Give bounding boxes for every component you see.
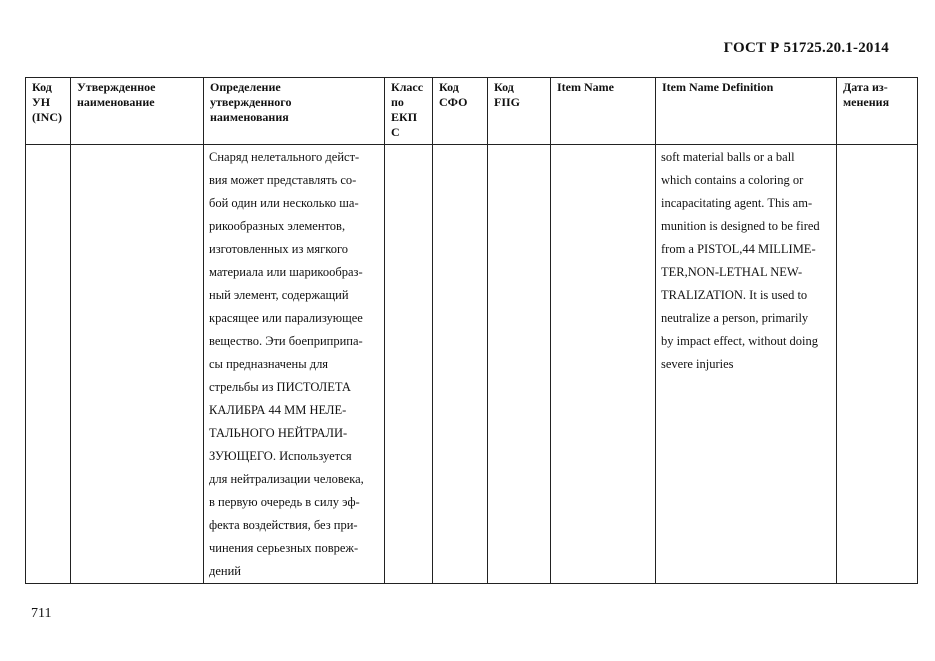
column-header-line: Код [32, 80, 52, 94]
col-header-fiig-code [488, 78, 551, 145]
col-header-approved-name [71, 78, 204, 145]
column-header-line: Определение [210, 80, 281, 94]
table-header-row [26, 78, 918, 145]
definition-line: вия может представлять со- [209, 173, 357, 187]
page-number: 711 [31, 606, 52, 621]
definition-line: изготовленных из мягкого [209, 242, 349, 256]
column-header-line: менения [843, 95, 890, 109]
cell-definition-en [656, 145, 837, 584]
definition-line: soft material balls or a ball [661, 150, 795, 164]
definition-line: which contains a coloring or [661, 173, 804, 187]
column-header-line: УН [32, 95, 51, 109]
definition-line: дений [209, 564, 241, 578]
column-header-line: FIIG [494, 95, 521, 109]
definition-line: вещество. Эти боеприприпа- [209, 334, 363, 348]
definition-line: TER,NON-LETHAL NEW- [661, 265, 803, 279]
definition-line: сы предназначены для [209, 357, 329, 371]
col-header-item-name-definition [656, 78, 837, 145]
definition-line: в первую очередь в силу эф- [209, 495, 360, 509]
column-header-line: Код [439, 80, 459, 94]
column-header-line: Код [494, 80, 514, 94]
definition-line: severe injuries [661, 357, 734, 371]
definition-line: ТАЛЬНОГО НЕЙТРАЛИ- [209, 426, 348, 440]
definition-line: incapacitating agent. This am- [661, 196, 813, 210]
definition-line: ЗУЮЩЕГО. Используется [209, 449, 352, 463]
definition-line: ный элемент, содержащий [209, 288, 349, 302]
column-header-line: Дата из- [843, 80, 888, 94]
definition-line: from a PISTOL,44 MILLIME- [661, 242, 816, 256]
col-header-sfo-code [433, 78, 488, 145]
definition-line: фекта воздействия, без при- [209, 518, 358, 532]
definition-line: стрельбы из ПИСТОЛЕТА [209, 380, 351, 394]
cell-definition-ru [204, 145, 385, 584]
col-header-fsc-class [385, 78, 433, 145]
column-header-line: Item Name Definition [662, 80, 774, 94]
cell-sfo-code [433, 145, 488, 584]
column-header-line: Класс [391, 80, 424, 94]
cell-fiig-code [488, 145, 551, 584]
col-header-approved-name-definition [204, 78, 385, 145]
definition-line: by impact effect, without doing [661, 334, 819, 348]
definition-line: красящее или парализующее [209, 311, 363, 325]
column-header-line: (INC) [32, 110, 62, 124]
column-header-line: Утвержденное [77, 80, 156, 94]
definition-line: чинения серьезных повреж- [209, 541, 359, 555]
column-header-line: утвержденного [210, 95, 292, 109]
column-header-line: наименования [210, 110, 289, 124]
column-header-line: ЕКП [391, 110, 418, 124]
col-header-change-date [837, 78, 918, 145]
definition-line: для нейтрализации человека, [209, 472, 364, 486]
document-standard-number: ГОСТ Р 51725.20.1-2014 [723, 40, 889, 56]
definition-line: КАЛИБРА 44 ММ НЕЛЕ- [209, 403, 347, 417]
definition-line: Снаряд нелетального дейст- [209, 150, 360, 164]
column-header-line: по [391, 95, 404, 109]
cell-item-name [551, 145, 656, 584]
definition-line: рикообразных элементов, [209, 219, 346, 233]
col-header-item-name [551, 78, 656, 145]
table-row [26, 145, 918, 584]
col-header-inc-code [26, 78, 71, 145]
definition-line: TRALIZATION. It is used to [661, 288, 808, 302]
definition-line: материала или шарикообраз- [209, 265, 363, 279]
cell-approved-name [71, 145, 204, 584]
column-header-line: наименование [77, 95, 155, 109]
cell-inc-code [26, 145, 71, 584]
cell-change-date [837, 145, 918, 584]
item-names-table [25, 77, 918, 584]
definition-line: neutralize a person, primarily [661, 311, 809, 325]
column-header-line: С [391, 125, 400, 139]
column-header-line: СФО [439, 95, 468, 109]
definition-line: munition is designed to be fired [661, 219, 820, 233]
cell-fsc-class [385, 145, 433, 584]
definition-line: бой один или несколько ша- [209, 196, 359, 210]
column-header-line: Item Name [557, 80, 614, 94]
